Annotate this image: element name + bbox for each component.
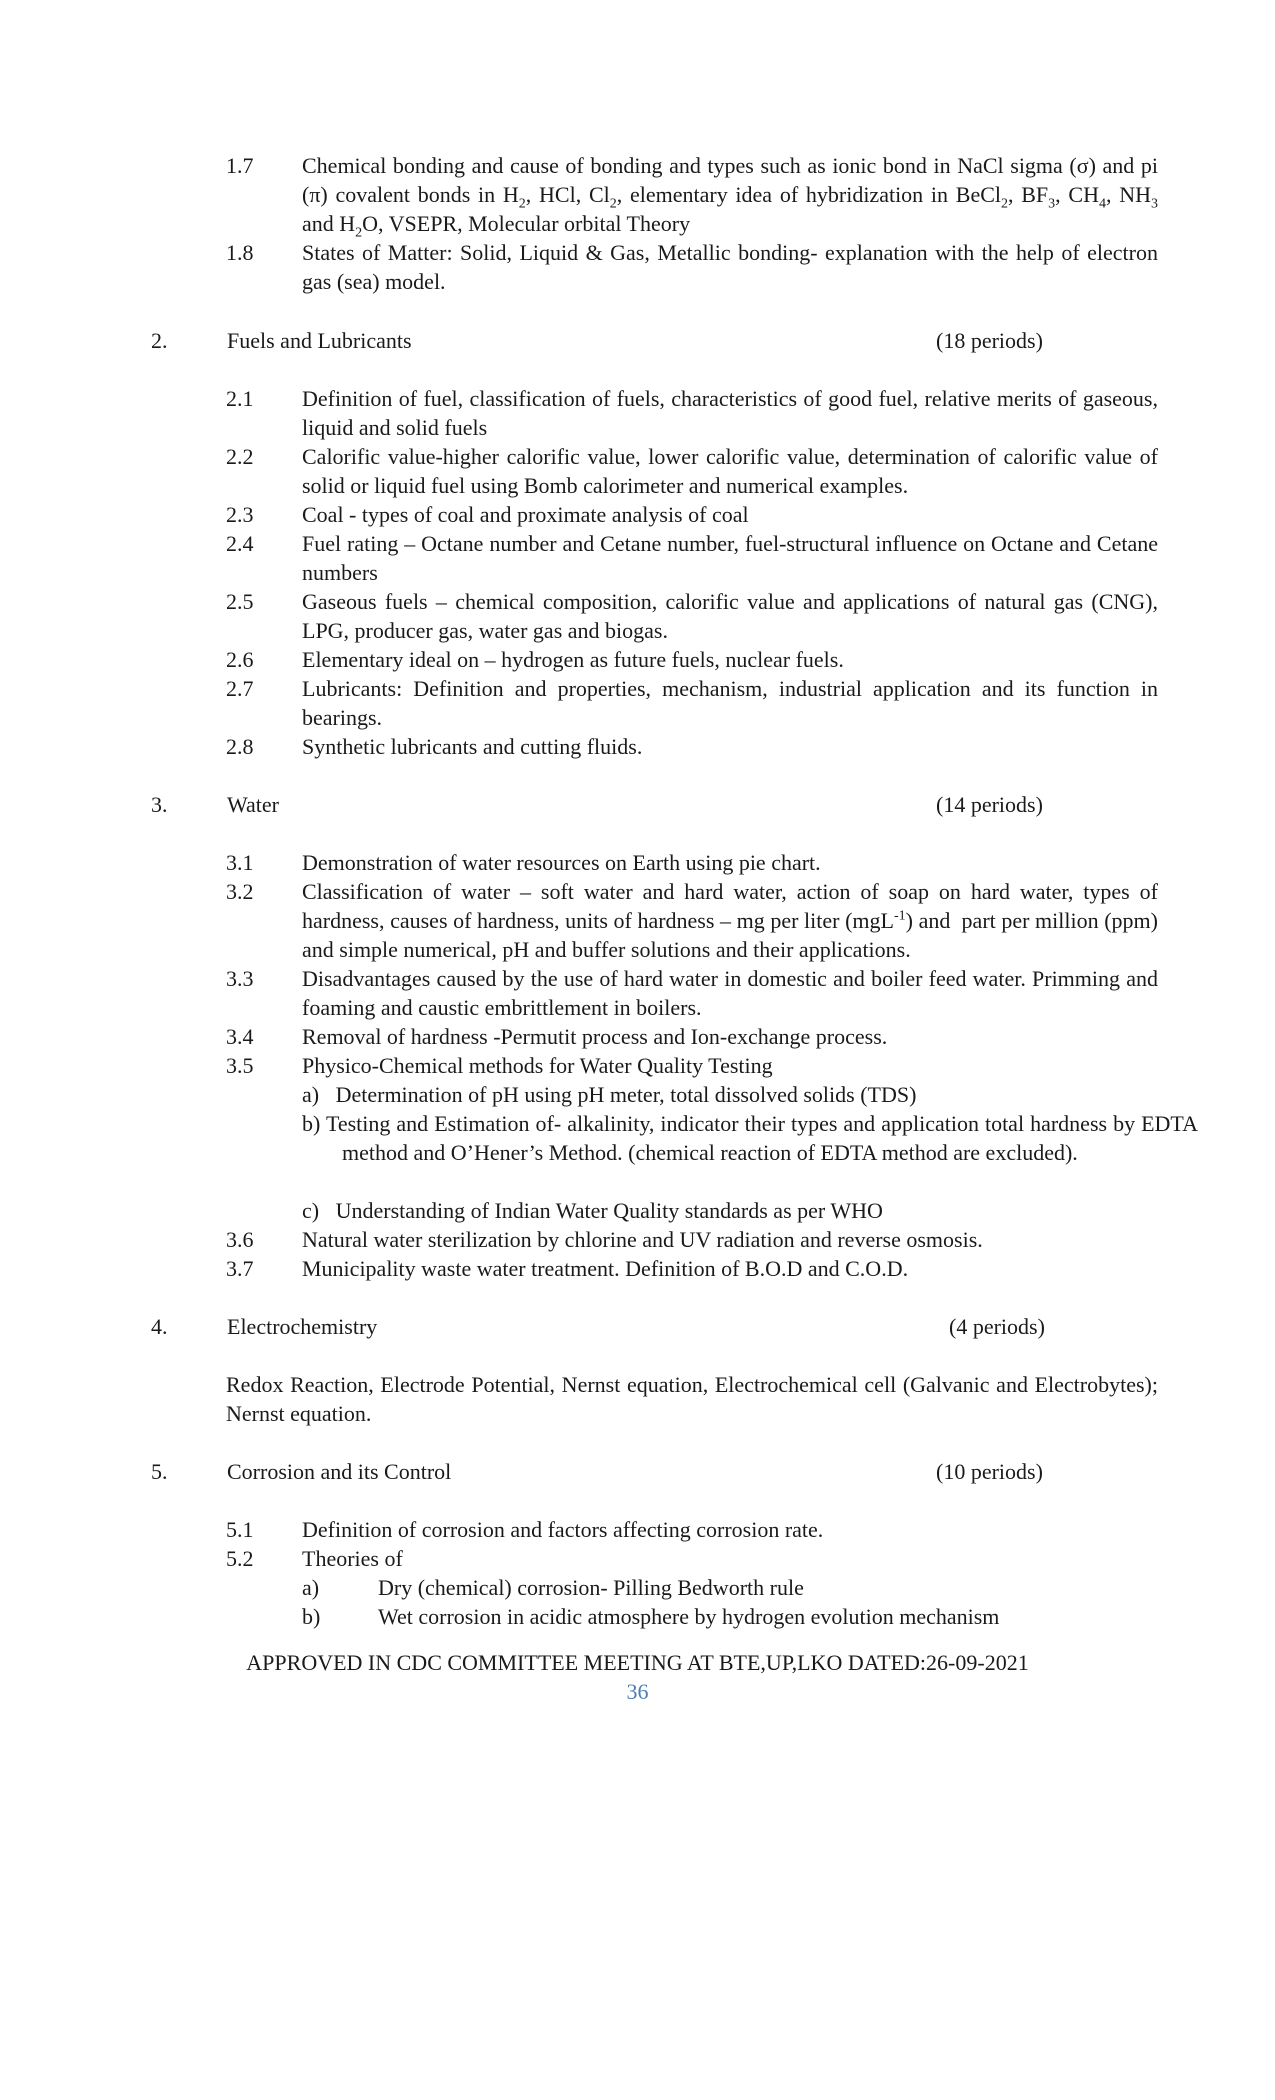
item-number: 2.8 xyxy=(226,734,254,759)
item-number: 3.4 xyxy=(226,1024,254,1049)
item-5-2-b xyxy=(302,1602,1158,1631)
item-text: Coal - types of coal and proximate analysis of coal xyxy=(302,502,749,527)
item-1-8 xyxy=(226,238,1158,296)
item-3-5-b: b) Testing and Estimation of- alkalinity, indicator their types and application total hardness by EDTA method and O’Hener’s Method. (chemical reaction of EDTA method are excluded). xyxy=(302,1111,1198,1165)
approval-footer: APPROVED IN CDC COMMITTEE MEETING AT BTE,UP,LKO DATED:26-09-2021 xyxy=(246,1650,1029,1675)
item-number: 3.6 xyxy=(226,1227,254,1252)
item-number: 3.7 xyxy=(226,1256,254,1281)
item-number: 2.2 xyxy=(226,444,254,469)
item-3-5 xyxy=(226,1051,1158,1080)
item-text: Disadvantages caused by the use of hard water in domestic and boiler feed water. Primming and foaming and caustic embrittlement in boilers. xyxy=(302,966,1158,1020)
item-number: 1.7 xyxy=(226,153,254,178)
section-periods: (14 periods) xyxy=(936,792,1043,817)
section-number: 5. xyxy=(151,1459,168,1484)
item-number: 3.1 xyxy=(226,850,254,875)
item-text: Removal of hardness -Permutit process and Ion-exchange process. xyxy=(302,1024,888,1049)
item-1-7 xyxy=(226,151,1158,241)
item-text: Fuel rating – Octane number and Cetane number, fuel-structural influence on Octane and Cetane numbers xyxy=(302,531,1158,585)
item-text: Definition of corrosion and factors affecting corrosion rate. xyxy=(302,1517,824,1542)
item-number: 3.5 xyxy=(226,1053,254,1078)
item-3-5-c: c) Understanding of Indian Water Quality standards as per WHO xyxy=(302,1198,883,1223)
item-2-4 xyxy=(226,529,1158,587)
item-number: 2.4 xyxy=(226,531,254,556)
item-text: Natural water sterilization by chlorine and UV radiation and reverse osmosis. xyxy=(302,1227,983,1252)
section-periods: (18 periods) xyxy=(936,328,1043,353)
item-5-2 xyxy=(226,1544,1158,1573)
item-3-4 xyxy=(226,1022,1158,1051)
item-number: 2.1 xyxy=(226,386,254,411)
section-title: Fuels and Lubricants xyxy=(227,328,412,353)
item-text: Calorific value-higher calorific value, lower calorific value, determination of calorific value of solid or liquid fuel using Bomb calorimeter and numerical examples. xyxy=(302,444,1158,498)
item-2-6 xyxy=(226,645,1158,674)
section-periods: (10 periods) xyxy=(936,1459,1043,1484)
item-text: Classification of water – soft water and hard water, action of soap on hard water, types of hardness, causes of hardness, units of hardness – mg per liter (mgL$^{-1}$) and part per million (ppm) and simple numerical, pH and buffer solutions and their applications. xyxy=(302,879,1158,962)
section-number: 3. xyxy=(151,792,168,817)
item-text: States of Matter: Solid, Liquid & Gas, Metallic bonding- explanation with the help of electron gas (sea) model. xyxy=(302,240,1158,294)
item-number: 3.3 xyxy=(226,966,254,991)
item-number: 5.2 xyxy=(226,1546,254,1571)
item-2-7 xyxy=(226,674,1158,732)
section-title: Electrochemistry xyxy=(227,1314,378,1339)
item-number: 1.8 xyxy=(226,240,254,265)
item-number: 2.3 xyxy=(226,502,254,527)
sub-text: Wet corrosion in acidic atmosphere by hydrogen evolution mechanism xyxy=(378,1604,1000,1629)
section-3-heading xyxy=(151,790,1161,819)
section-number: 2. xyxy=(151,328,168,353)
item-text: Chemical bonding and cause of bonding and types such as ionic bond in NaCl sigma (σ) and pi (π) covalent bonds in $H_2$, HCl, $Cl_2$, elementary idea of hybridization in BeCl$_2$, $BF_3$, $CH_4$, $NH_3$ and $H_2O$, VSEPR, Molecular orbital Theory xyxy=(302,153,1158,241)
section-number: 4. xyxy=(151,1314,168,1339)
item-5-2-a xyxy=(302,1573,1158,1602)
item-3-1 xyxy=(226,848,1158,877)
item-5-1 xyxy=(226,1515,1158,1544)
page-number: 36 xyxy=(626,1679,649,1704)
section-4-heading xyxy=(151,1312,1161,1341)
item-number: 2.5 xyxy=(226,589,254,614)
item-2-8 xyxy=(226,732,1158,761)
section-periods: (4 periods) xyxy=(949,1314,1045,1339)
item-text: Gaseous fuels – chemical composition, calorific value and applications of natural gas (CNG), LPG, producer gas, water gas and biogas. xyxy=(302,589,1158,643)
item-3-3 xyxy=(226,964,1158,1022)
item-3-7 xyxy=(226,1254,1158,1283)
item-number: 2.7 xyxy=(226,676,254,701)
item-text: Municipality waste water treatment. Definition of B.O.D and C.O.D. xyxy=(302,1256,909,1281)
item-text: Physico-Chemical methods for Water Quality Testing xyxy=(302,1053,773,1078)
item-2-1 xyxy=(226,384,1158,442)
item-text: Synthetic lubricants and cutting fluids. xyxy=(302,734,643,759)
section-title: Water xyxy=(227,792,279,817)
item-2-5 xyxy=(226,587,1158,645)
item-number: 5.1 xyxy=(226,1517,254,1542)
item-text: Elementary ideal on – hydrogen as future fuels, nuclear fuels. xyxy=(302,647,844,672)
item-text: Definition of fuel, classification of fuels, characteristics of good fuel, relative merits of gaseous, liquid and solid fuels xyxy=(302,386,1158,440)
item-2-2 xyxy=(226,442,1158,500)
section-2-heading xyxy=(151,326,1161,355)
item-2-3 xyxy=(226,500,1158,529)
electrochemistry-text: Redox Reaction, Electrode Potential, Nernst equation, Electrochemical cell (Galvanic and Electrobytes); Nernst equation. xyxy=(226,1372,1158,1426)
item-text: Demonstration of water resources on Earth using pie chart. xyxy=(302,850,821,875)
item-text: Theories of xyxy=(302,1546,403,1571)
sub-label: b) xyxy=(302,1604,321,1629)
item-number: 3.2 xyxy=(226,879,254,904)
item-number: 2.6 xyxy=(226,647,254,672)
section-5-heading xyxy=(151,1457,1161,1486)
item-3-5-a: a) Determination of pH using pH meter, total dissolved solids (TDS) xyxy=(302,1082,917,1107)
sub-label: a) xyxy=(302,1575,320,1600)
section-title: Corrosion and its Control xyxy=(227,1459,452,1484)
item-text: Lubricants: Definition and properties, mechanism, industrial application and its function in bearings. xyxy=(302,676,1158,730)
item-3-6 xyxy=(226,1225,1158,1254)
sub-text: Dry (chemical) corrosion- Pilling Bedworth rule xyxy=(378,1575,804,1600)
item-3-2 xyxy=(226,877,1158,964)
